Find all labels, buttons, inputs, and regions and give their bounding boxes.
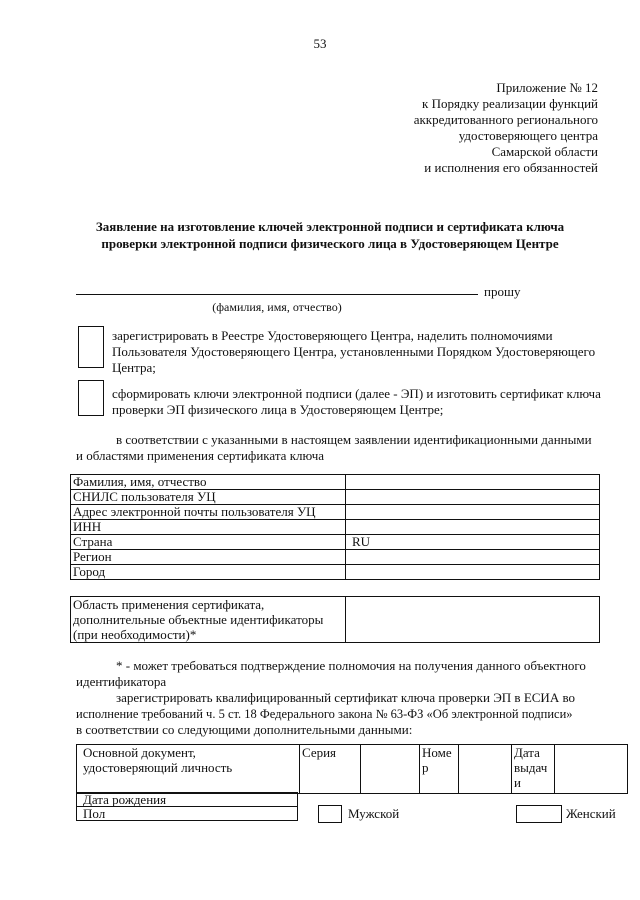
appendix-header — [338, 80, 598, 176]
ident-value[interactable] — [346, 550, 600, 565]
appendix-line: Самарской области — [491, 144, 598, 159]
table-row — [71, 490, 600, 505]
table-row — [71, 597, 600, 643]
table-row — [77, 807, 298, 821]
issue-date-line: и — [514, 775, 521, 790]
appendix-line: и исполнения его обязанностей — [424, 160, 598, 175]
option-line: Центра; — [112, 360, 156, 375]
sex-label: Пол — [77, 807, 298, 821]
page-number: 53 — [313, 36, 327, 51]
request-word: прошу — [484, 284, 521, 299]
option-line: сформировать ключи электронной подписи (далее - ЭП) и изготовить сертификат ключа — [112, 386, 601, 401]
ident-label: Регион — [71, 550, 346, 565]
esia-paragraph — [76, 690, 606, 738]
accordance-line: и областями применения сертификата ключа — [76, 448, 325, 463]
document-title — [60, 218, 600, 252]
ident-label: Город — [71, 565, 346, 580]
appendix-line: удостоверяющего центра — [458, 128, 598, 143]
male-checkbox[interactable] — [318, 805, 342, 823]
issue-date-line: Дата — [514, 745, 540, 760]
ident-label: СНИЛС пользователя УЦ — [71, 490, 346, 505]
appendix-line: Приложение № 12 — [496, 80, 598, 95]
scope-table — [70, 596, 600, 643]
female-checkbox[interactable] — [516, 805, 562, 823]
scope-label — [71, 597, 346, 643]
table-row — [71, 505, 600, 520]
table-row — [71, 550, 600, 565]
footnote — [76, 658, 606, 690]
register-option-text — [112, 328, 612, 376]
title-line: Заявление на изготовление ключей электронной подписи и сертификата ключа — [95, 219, 565, 234]
table-row — [71, 520, 600, 535]
scope-label-line: дополнительные объектные идентификаторы — [73, 612, 324, 627]
number-label-line: р — [422, 760, 429, 775]
register-checkbox[interactable] — [78, 326, 104, 368]
ident-value[interactable] — [346, 490, 600, 505]
footnote-line: * - может требоваться подтверждение полномочия на получения данного объектного — [116, 658, 586, 673]
ident-label: ИНН — [71, 520, 346, 535]
table-row — [71, 535, 600, 550]
generate-keys-option-text — [112, 386, 612, 418]
issue-date-label — [512, 745, 555, 794]
number-label — [420, 745, 459, 794]
number-label-line: Номе — [422, 745, 452, 760]
esia-line: зарегистрировать квалифицированный сертификат ключа проверки ЭП в ЕСИА во — [116, 690, 576, 705]
male-label: Мужской — [348, 806, 400, 821]
option-line: проверки ЭП физического лица в Удостоверяющем Центре; — [112, 402, 444, 417]
table-row — [71, 475, 600, 490]
ident-value[interactable] — [346, 520, 600, 535]
option-line: зарегистрировать в Реестре Удостоверяющего Центра, наделить полномочиями — [112, 328, 553, 343]
accordance-line: в соответствии с указанными в настоящем заявлении идентификационными данными — [116, 432, 592, 447]
scope-label-line: (при необходимости)* — [73, 627, 197, 642]
female-label: Женский — [566, 806, 616, 821]
ident-value[interactable] — [346, 565, 600, 580]
footnote-line: идентификатора — [76, 674, 167, 689]
ident-label: Адрес электронной почты пользователя УЦ — [71, 505, 346, 520]
fio-hint: (фамилия, имя, отчество) — [212, 300, 342, 314]
appendix-line: к Порядку реализации функций — [422, 96, 598, 111]
doc-table — [76, 744, 628, 794]
issue-date-value[interactable] — [555, 745, 628, 794]
ident-label: Фамилия, имя, отчество — [71, 475, 346, 490]
ident-value[interactable] — [346, 505, 600, 520]
table-row — [77, 745, 628, 794]
table-row — [71, 565, 600, 580]
series-label: Серия — [300, 745, 361, 794]
ident-value[interactable]: RU — [346, 535, 600, 550]
title-line: проверки электронной подписи физического лица в Удостоверяющем Центре — [101, 236, 559, 251]
doc-label-line: Основной документ, — [83, 745, 196, 760]
table-row — [77, 793, 298, 807]
option-line: Пользователя Удостоверяющего Центра, установленными Порядком Удостоверяющего — [112, 344, 596, 359]
generate-keys-checkbox[interactable] — [78, 380, 104, 416]
accordance-paragraph — [76, 432, 616, 464]
ident-table — [70, 474, 600, 580]
series-value[interactable] — [361, 745, 420, 794]
ident-value[interactable] — [346, 475, 600, 490]
fio-input-line[interactable] — [76, 294, 478, 295]
esia-line: в соответствии со следующими дополнительными данными: — [76, 722, 413, 737]
scope-value[interactable] — [346, 597, 600, 643]
doc-label-cell — [77, 745, 300, 794]
doc-label-line: удостоверяющий личность — [83, 760, 233, 775]
scope-label-line: Область применения сертификата, — [73, 597, 265, 612]
number-value[interactable] — [459, 745, 512, 794]
issue-date-line: выдач — [514, 760, 548, 775]
esia-line: исполнение требований ч. 5 ст. 18 Федерального закона № 63-ФЗ «Об электронной подписи» — [76, 707, 573, 721]
birth-date-label: Дата рождения — [77, 793, 298, 807]
appendix-line: аккредитованного регионального — [413, 112, 598, 127]
birth-sex-table — [76, 792, 298, 821]
ident-label: Страна — [71, 535, 346, 550]
